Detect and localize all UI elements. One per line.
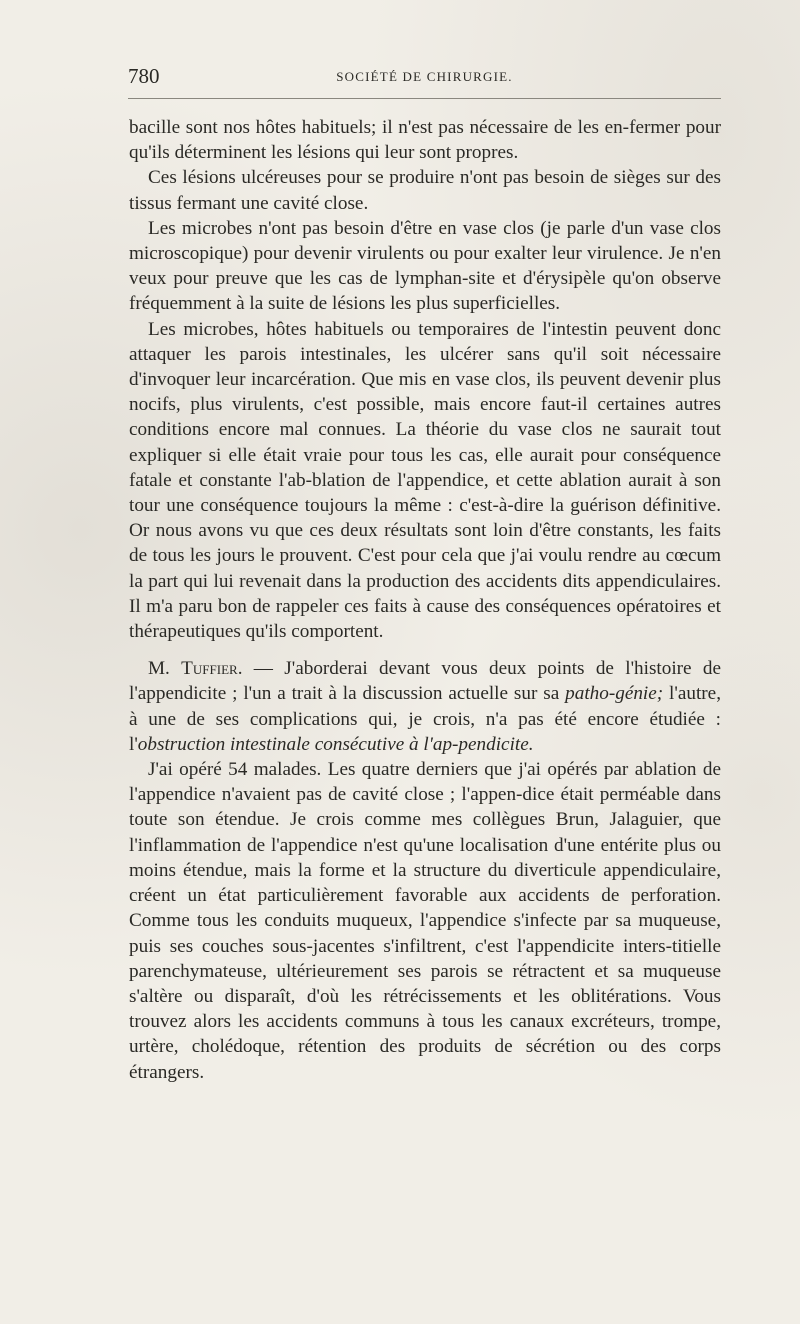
paragraph-3: Les microbes n'ont pas besoin d'être en vase clos (je parle d'un vase clos microscopique) pour devenir virulents ou pour exalter leur virulence. Je n'en veux pour preuve que les cas de lymphan-site et d'érysipèle qu'on observe fréquemment à la suite de lésions les plus superficielles. xyxy=(129,217,721,315)
header-rule xyxy=(128,98,721,99)
running-head xyxy=(128,64,721,94)
paragraph-tuffier xyxy=(129,656,721,757)
journal-title: SOCIÉTÉ DE CHIRURGIE. xyxy=(336,69,513,84)
page-number: 780 xyxy=(128,64,160,88)
paragraph-6: J'ai opéré 54 malades. Les quatre derniers que j'ai opérés par ablation de l'appendice n'avaient pas de cavité close ; l'appen-dice était perméable dans toute son étendue. Je crois comme mes collègues Brun, Jalaguier, que l'inflammation de l'appendice n'est qu'une localisation d'une entérite plus ou moins étendue, mais la forme et la structure du diverticule appendiculaire, créent un état particulièrement favorable aux accidents de perforation. Comme tous les conduits muqueux, l'appendice s'infecte par sa muqueuse, puis ses couches sous-jacentes s'infiltrent, c'est l'appendicite inters-titielle parenchymateuse, ultérieurement ses parois se rétractent et sa muqueuse s'altère ou disparaît, d'où les rétrécissements et les oblitérations. Vous trouvez alors les accidents communs à tous les canaux excréteurs, trompe, urtère, cholédoque, rétention des produits de sécrétion ou des corps étrangers. xyxy=(129,759,721,1083)
speaker-name: Tuffier xyxy=(181,658,238,680)
emphasis-pathogenie: patho-génie; xyxy=(565,683,664,705)
paragraph-4: Les microbes, hôtes habituels ou temporaires de l'intestin peuvent donc attaquer les parois intestinales, les ulcérer sans qu'il soit nécessaire d'invoquer leur incarcération. Que mis en vase clos, ils peuvent devenir plus nocifs, plus virulents, c'est possible, mais encore faut-il certaines autres conditions encore mal connues. La théorie du vase clos ne saurait tout expliquer si elle était vraie pour tous les cas, elle aurait pour conséquence fatale et constante l'ab-blation de l'appendice, et cette ablation aurait à son tour une conséquence toujours la même : c'est-à-dire la guérison définitive. Or nous avons vu que ces deux résultats sont loin d'être constants, les faits de tous les jours le prouvent. C'est pour cela que j'ai voulu rendre au cœcum la part qui lui revenait dans la production des accidents dits appendiculaires. Il m'a paru bon de rappeler ces faits à cause des conséquences opératoires et thérapeutiques qu'ils comportent. xyxy=(129,318,721,643)
body-text xyxy=(129,115,721,1085)
emphasis-obstruction: obstruction intestinale consécutive à l'ap-pendicite. xyxy=(137,733,534,755)
paragraph-1: bacille sont nos hôtes habituels; il n'est pas nécessaire de les en-fermer pour qu'ils déterminent les lésions qui leur sont propres. xyxy=(129,117,721,164)
speaker-prefix: M. xyxy=(148,658,182,680)
paragraph-2: Ces lésions ulcéreuses pour se produire n'ont pas besoin de sièges sur des tissus fermant une cavité close. xyxy=(129,167,721,214)
speech-text-a: . — J'aborderai devant vous deux points de l'histoire de l'appendicite ; l'un a trait à la discussion actuelle sur sa xyxy=(129,658,721,705)
speech-text-b: l'autre, à une de ses complications qui, je crois, n'a pas été encore étudiée : l' xyxy=(129,683,721,755)
